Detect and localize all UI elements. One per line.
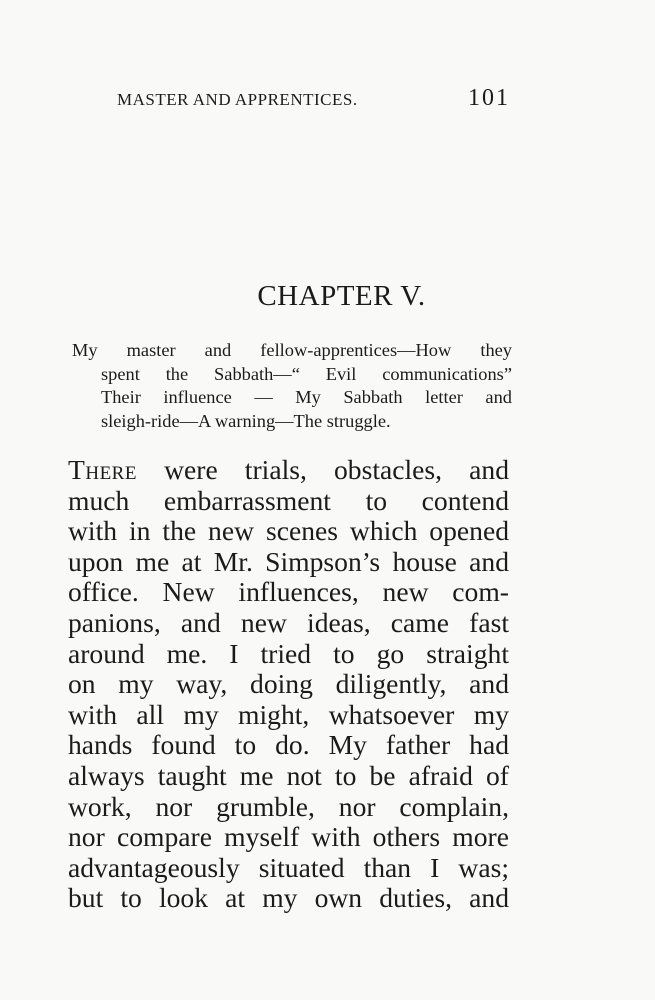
body-line: office. New influences, new com-: [68, 576, 509, 608]
opening-word: There: [68, 454, 137, 485]
body-line-first: [68, 455, 509, 486]
body-line: always taught me not to be afraid of: [68, 759, 509, 791]
body-line: with in the new scenes which opened: [68, 515, 509, 547]
chapter-title: CHAPTER V.: [257, 280, 426, 312]
body-line: hands found to do. My father had: [68, 729, 509, 761]
body-line: advantageously situated than I was;: [68, 851, 509, 883]
body-line: with all my might, whatsoever my: [68, 698, 509, 730]
body-line: nor compare myself with others more: [68, 821, 509, 853]
body-line: work, nor grumble, nor complain,: [68, 790, 509, 822]
first-line-rest: were trials, obstacles, and: [136, 454, 509, 485]
body-line: around me. I tried to go straight: [68, 637, 509, 669]
body-paragraph: [68, 455, 509, 914]
running-title: MASTER AND APPRENTICES.: [117, 90, 358, 109]
body-line: upon me at Mr. Simpson’s house and: [68, 545, 509, 577]
page-number: 101: [468, 85, 510, 111]
synopsis-line: Their influence — My Sabbath letter and: [101, 387, 512, 407]
synopsis-line: My master and fellow-apprentices—How they: [72, 340, 512, 360]
body-line: much embarrassment to contend: [68, 484, 509, 516]
body-line: but to look at my own duties, and: [68, 882, 509, 914]
synopsis-line: spent the Sabbath—“ Evil communications”: [101, 363, 512, 384]
body-line: panions, and new ideas, came fast: [68, 606, 509, 638]
synopsis-line: sleigh-ride—A warning—The struggle.: [101, 410, 391, 431]
running-head: [117, 85, 510, 114]
chapter-synopsis: [72, 339, 512, 433]
body-line: on my way, doing diligently, and: [68, 668, 509, 700]
